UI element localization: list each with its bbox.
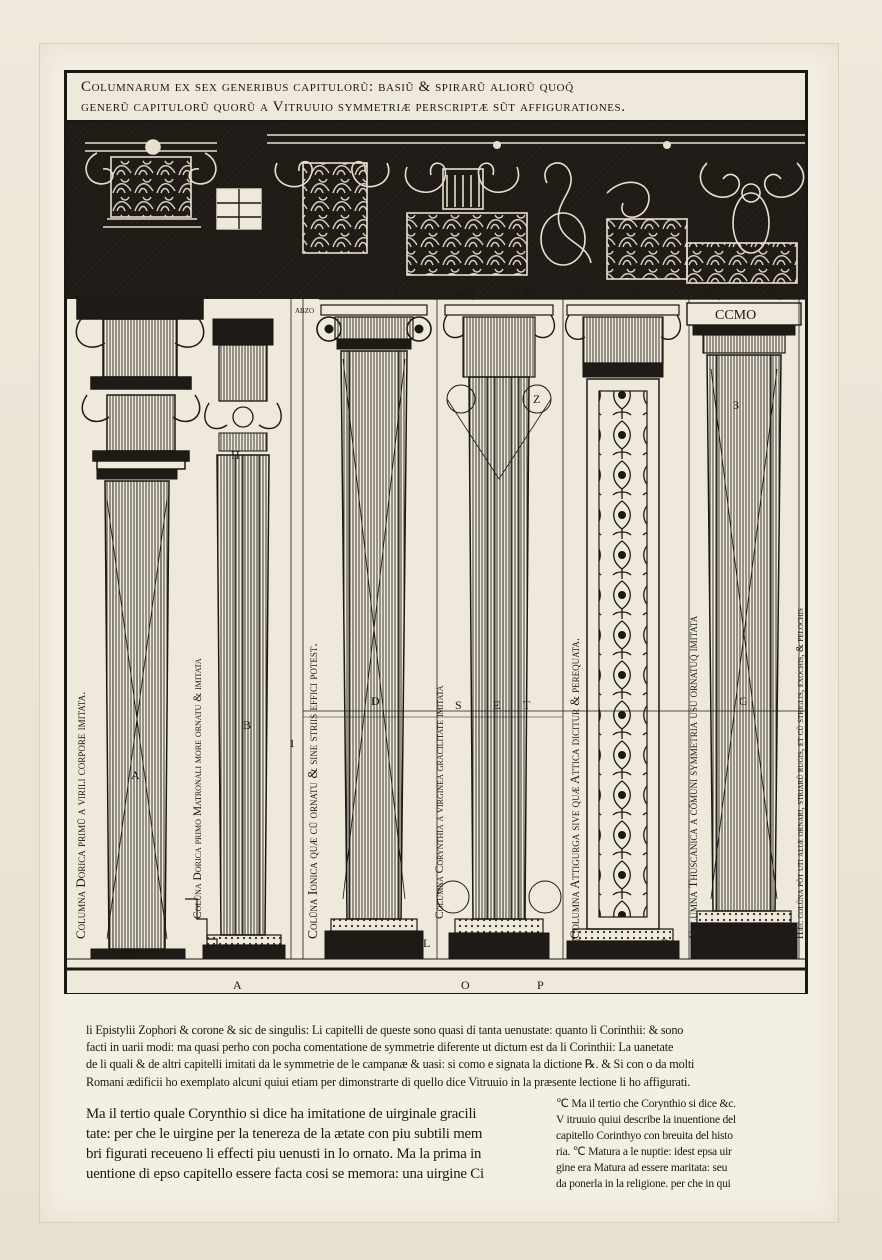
letter-B-top: B xyxy=(633,287,642,301)
letter-MQ: MQ xyxy=(455,287,475,301)
gloss-line-3: capitello Corinthyo con breuita del histo xyxy=(556,1129,733,1142)
inscription-ionic: Colũna Ionica quæ cũ ornatu & sine striis effici potest. xyxy=(305,643,320,939)
letter-col4-P: P xyxy=(537,978,544,992)
gloss-line-1: ℃ Ma il tertio che Corynthio si dice &c. xyxy=(556,1097,736,1110)
commentary-top-line-2: facti in uarii modi: ma quasi perho con pocha comentatione de symmetrie diferente ut dictum est da li Corinthii: La uanetate xyxy=(86,1040,674,1055)
main-text-line-3: bri figurati receueno li effecti piu uenusti in lo ornato. Ma la prima in xyxy=(86,1146,482,1162)
inscription-corinthian: Columna Corynthia a virginea gracilitate imitata xyxy=(434,685,446,919)
letter-col1-K: K xyxy=(123,946,132,960)
letter-col4-E: E xyxy=(493,698,501,712)
main-text xyxy=(86,1104,546,1184)
letter-col3-D: D xyxy=(371,694,380,708)
letter-A-top: A xyxy=(575,287,584,301)
letter-col6-G: G xyxy=(739,694,748,708)
letter-col5-C: C xyxy=(573,936,582,950)
letter-RN: R N xyxy=(513,287,533,301)
tablet-label: CCMO xyxy=(715,308,757,323)
gloss-line-2: V itruuio quiui describe la inuentione del xyxy=(556,1113,736,1126)
letter-col4-T: T xyxy=(523,698,531,712)
letter-col3-K: K xyxy=(329,936,338,950)
letter-col4-O: O xyxy=(461,978,470,992)
letter-col5-D: D xyxy=(661,936,670,950)
commentary-top-line-4: Romani ædificii ho exemplato alcuni quiui etiam per dimonstrarte di quello dice Vitruuio in la præsente lectione li ho affigurati. xyxy=(86,1074,691,1089)
main-text-line-1: Ma il tertio quale Corynthio si dice ha imitatione de uirginale gracili xyxy=(86,1106,477,1122)
letter-col3-1: 1 xyxy=(289,736,295,750)
main-text-line-4: uentione di epso capitello essere facta cosi se memora: una uirgine Ci xyxy=(86,1166,484,1182)
gloss-line-6: da ponerla in la religione. per che in qui xyxy=(556,1177,731,1190)
letter-X: x ς xyxy=(767,287,781,301)
letter-H: H xyxy=(335,287,344,301)
small-label: ABZO xyxy=(295,307,315,315)
side-inscription: Hæc colũna põt uti aliæ ornari, striarũ rugis, et cũ striglis, exochis, & pelochis xyxy=(795,608,806,939)
capitals-frieze-drawing xyxy=(67,123,805,299)
plate-title-line-1: Columnarum ex sex generibus capitulorũ: basiũ & spirarũ aliorũ quoq̃ xyxy=(81,79,574,95)
letter-col3-E: E xyxy=(367,936,375,950)
letter-col1-A: A xyxy=(131,768,140,782)
gloss-line-5: gine era Matura ad essere maritata: seu xyxy=(556,1161,728,1174)
woodcut-plate xyxy=(64,70,808,994)
plate-title-line-2: generũ capitulorũ quorũ a Vitruuio symmetriæ perscriptæ sũt affigurationes. xyxy=(81,99,626,115)
letter-col3-L: L xyxy=(423,936,431,950)
letter-col2-A: A xyxy=(233,978,242,992)
capitals-frieze xyxy=(67,123,805,299)
letter-col6-4: 4 xyxy=(747,936,753,950)
inscription-attic: Columna Attigurga sive quæ Attica dicitur & perequata. xyxy=(568,638,582,939)
letter-I: I xyxy=(393,287,397,301)
column-elevations xyxy=(67,287,806,993)
letter-V: ṽ ς xyxy=(707,287,721,301)
main-text-line-2: tate: per che le uirgine per la tenereza de la ætate con piu subtili mem xyxy=(86,1126,483,1142)
letter-col4-S: S xyxy=(455,698,462,712)
letter-col6-P: P xyxy=(699,936,706,950)
plate-title xyxy=(67,73,805,123)
inscription-doric-matronal: Colũna Dorica primo Matronali more ornatu & imitata xyxy=(192,658,204,919)
letter-col2-B: B xyxy=(243,718,252,732)
inscription-tuscan: Columna Thuscanica a cõmuni symmetria usu ornatuq̃ imitata xyxy=(686,615,700,939)
letter-col4-Z: Z xyxy=(533,392,541,406)
commentary-top xyxy=(86,1022,798,1091)
commentary-top-line-3: de li quali & de altri capitelli imitati da le symmetrie de le campanæ & uasi: si como e signata la dictione ℞. & Si con o da molti xyxy=(86,1057,695,1072)
commentary-top-line-1: li Epistylii Zophori & corone & sic de singulis: Li capitelli de queste sono quasi di tanta uenustate: quanto li Corinthii: & sono xyxy=(86,1023,684,1037)
column-elevations-drawing xyxy=(67,287,806,993)
abacus-box xyxy=(217,189,261,229)
gloss-text xyxy=(556,1096,796,1192)
gloss-line-4: ria. ℃ Matura a le nuptie: idest epsa uir xyxy=(556,1145,732,1158)
letter-col6-3: 3 xyxy=(733,398,739,412)
letter-col2-H: H xyxy=(231,448,240,462)
inscription-doric-virile: Columna Dorica primũ a virili corpore imitata. xyxy=(73,691,88,939)
